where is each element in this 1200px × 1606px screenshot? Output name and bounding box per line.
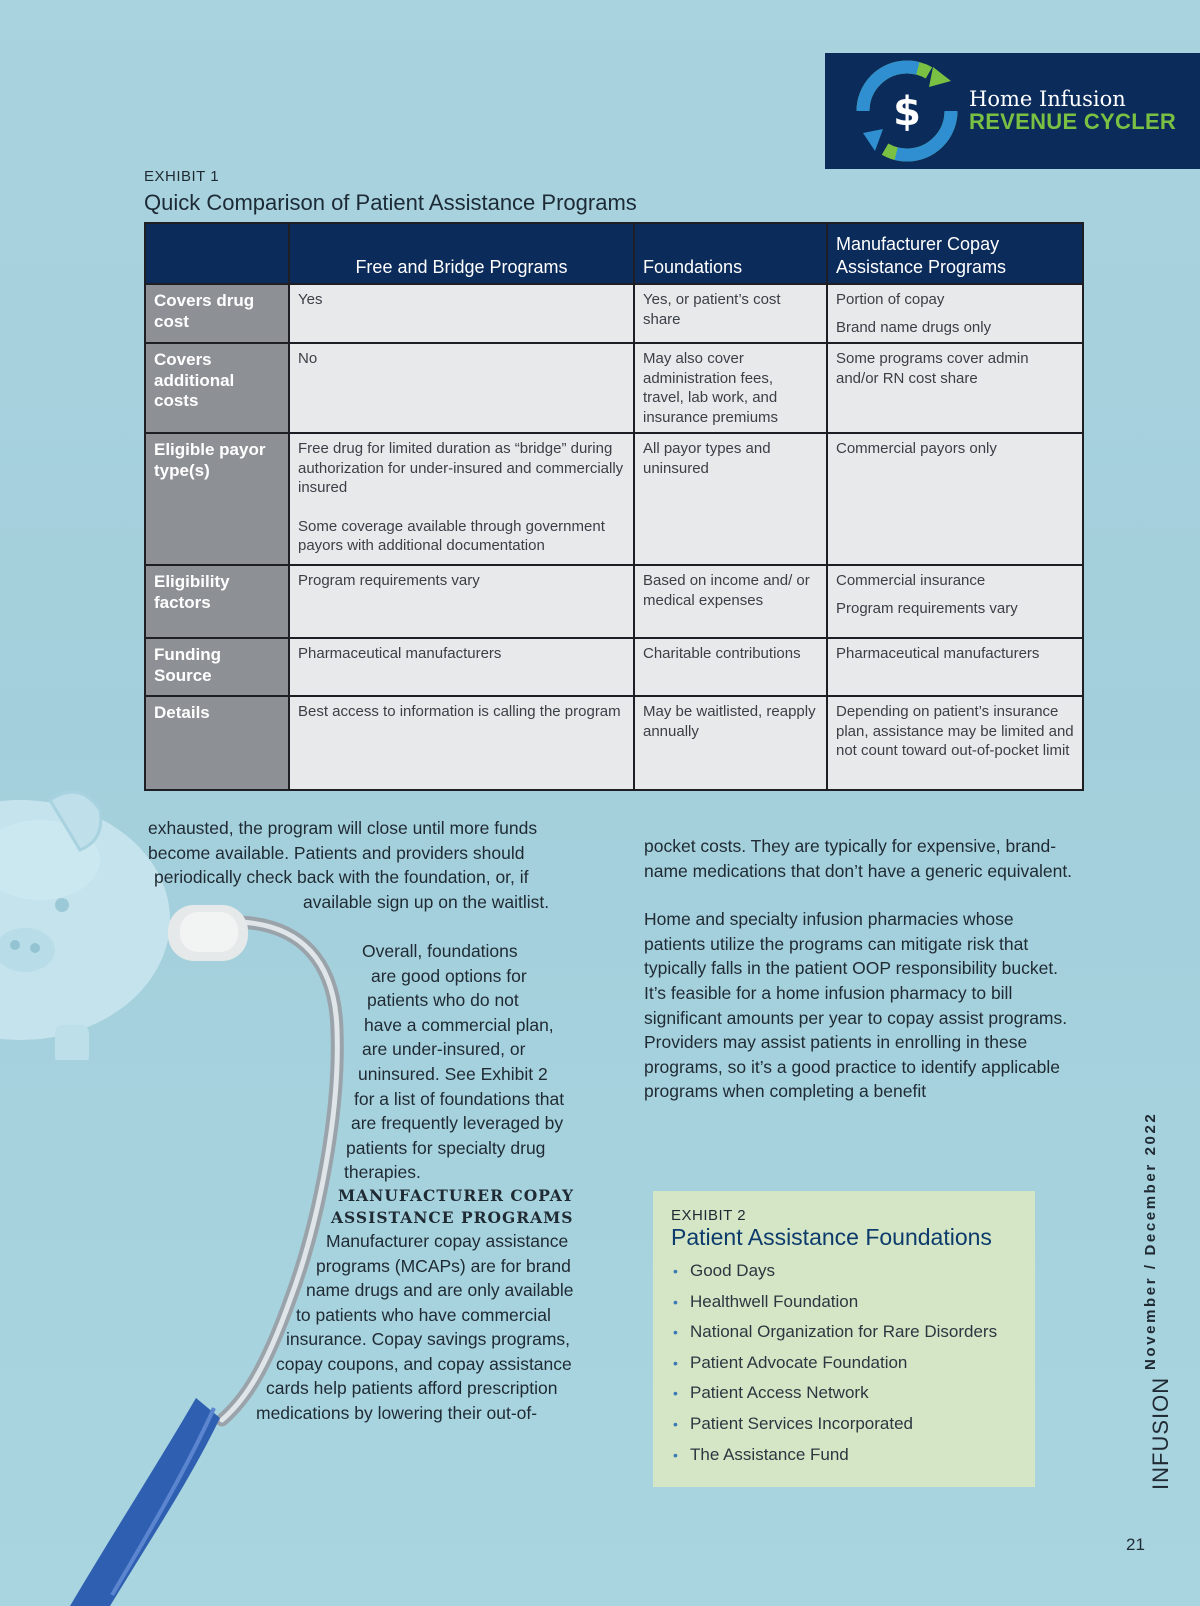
section-heading-line2: ASSISTANCE PROGRAMS	[331, 1207, 574, 1227]
table-row	[145, 696, 1083, 790]
left-column-text	[148, 816, 588, 1426]
table-row	[145, 433, 1083, 565]
list-item: • National Organization for Rare Disorders	[671, 1317, 997, 1348]
column-header-manufacturer: Manufacturer Copay Assistance Programs	[827, 223, 1083, 284]
right-column-text	[644, 834, 1074, 1128]
text-line: cards help patients afford prescription	[266, 1378, 558, 1399]
list-item: • Patient Advocate Foundation	[671, 1348, 997, 1379]
text-line: copay coupons, and copay assistance	[276, 1353, 572, 1374]
bullet-icon: •	[673, 1293, 678, 1310]
text-line: become available. Patients and providers should	[148, 842, 525, 863]
revenue-cycler-logo	[825, 53, 1200, 169]
row-header: Eligibility factors	[145, 565, 289, 638]
table-row	[145, 638, 1083, 696]
text-line: patients who do not	[367, 990, 519, 1011]
bullet-icon: •	[673, 1263, 678, 1279]
table-cell: Yes, or patient’s cost share	[634, 284, 827, 343]
comparison-table	[144, 222, 1084, 791]
exhibit2-title: Patient Assistance Foundations	[671, 1224, 992, 1250]
page-number: 21	[1126, 1535, 1145, 1554]
table-cell: May also cover administration fees, travel, lab work, and insurance premiums	[634, 343, 827, 433]
paragraph: Home and specialty infusion pharmacies whose patients utilize the programs can mitigate risk that typically falls in the patient OOP responsibility bucket. It’s feasible for a home infusion pharmacy to bill significant amounts per year to copay assist programs. Providers may assist patients in enrolling in these programs, so it’s a good practice to identify applicable programs when completing a benefit	[644, 909, 1068, 1102]
row-header: Covers drug cost	[145, 284, 289, 343]
column-header-free-bridge: Free and Bridge Programs	[289, 223, 634, 284]
text-line: medications by lowering their out-of-	[256, 1403, 538, 1424]
list-item: • The Assistance Fund	[671, 1440, 997, 1471]
text-line: exhausted, the program will close until more funds	[148, 818, 538, 838]
text-line: therapies.	[344, 1162, 421, 1183]
table-cell: Best access to information is calling the program	[289, 696, 634, 790]
text-line: available sign up on the waitlist.	[303, 891, 550, 912]
table-cell: May be waitlisted, reapply annually	[634, 696, 827, 790]
section-heading-line1: MANUFACTURER COPAY	[338, 1185, 575, 1205]
bullet-icon: •	[673, 1354, 678, 1371]
text-line: periodically check back with the foundation, or, if	[154, 867, 529, 888]
bullet-icon: •	[673, 1324, 678, 1341]
text-line: Manufacturer copay assistance	[326, 1230, 569, 1251]
table-row	[145, 343, 1083, 433]
issue-date: November / December 2022	[1142, 1111, 1159, 1370]
column-header-foundations: Foundations	[634, 223, 827, 284]
column-header-blank	[145, 223, 289, 284]
bullet-icon: •	[673, 1446, 678, 1463]
dollar-cycle-icon	[855, 59, 959, 163]
text-line: insurance. Copay savings programs,	[286, 1329, 571, 1350]
exhibit1-label: EXHIBIT 1	[144, 168, 220, 185]
text-line: programs (MCAPs) are for brand	[316, 1255, 571, 1276]
text-line: have a commercial plan,	[364, 1014, 554, 1035]
table-cell: Commercial insurance Program requirements vary	[827, 565, 1083, 638]
table-cell: Charitable contributions	[634, 638, 827, 696]
table-cell: Based on income and/ or medical expenses	[634, 565, 827, 638]
text-line: for a list of foundations that	[354, 1088, 565, 1109]
exhibit2-box	[653, 1191, 1035, 1487]
logo-line1: Home Infusion	[969, 87, 1126, 112]
list-item: • Healthwell Foundation	[671, 1287, 997, 1318]
list-item: • Patient Services Incorporated	[671, 1409, 997, 1440]
text-line: Overall, foundations	[362, 940, 518, 961]
text-line: are frequently leveraged by	[351, 1113, 564, 1134]
magazine-brand: INFUSION	[1148, 1376, 1173, 1490]
paragraph: pocket costs. They are typically for expensive, brand-name medications that don’t have a generic equivalent.	[644, 836, 1073, 881]
table-cell: All payor types and uninsured	[634, 433, 827, 565]
table-cell: Depending on patient’s insurance plan, assistance may be limited and not count toward out-of-pocket limit	[827, 696, 1083, 790]
list-item: • Good Days	[671, 1256, 997, 1287]
row-header: Funding Source	[145, 638, 289, 696]
text-line: uninsured. See Exhibit 2	[358, 1063, 548, 1084]
table-row	[145, 565, 1083, 638]
table-cell: Pharmaceutical manufacturers	[289, 638, 634, 696]
table-cell: Yes	[289, 284, 634, 343]
bullet-icon: •	[673, 1385, 678, 1402]
table-cell: Pharmaceutical manufacturers	[827, 638, 1083, 696]
table-cell: Free drug for limited duration as “bridge” during authorization for under-insured and commercially insured Some coverage available through government payors with additional documentation	[289, 433, 634, 565]
text-line: to patients who have commercial	[296, 1304, 551, 1325]
table-cell: No	[289, 343, 634, 433]
text-line: are good options for	[371, 965, 527, 986]
table-cell: Portion of copay Brand name drugs only	[827, 284, 1083, 343]
table-cell: Some programs cover admin and/or RN cost share	[827, 343, 1083, 433]
bullet-icon: •	[673, 1415, 678, 1432]
text-line: patients for specialty drug	[346, 1137, 546, 1158]
row-header: Eligible payor type(s)	[145, 433, 289, 565]
text-line	[148, 914, 588, 939]
table-cell: Commercial payors only	[827, 433, 1083, 565]
exhibit1-title: Quick Comparison of Patient Assistance Programs	[144, 190, 637, 215]
logo-line2: REVENUE CYCLER	[969, 109, 1177, 135]
row-header: Details	[145, 696, 289, 790]
list-item: • Patient Access Network	[671, 1378, 997, 1409]
table-header-row	[145, 223, 1083, 284]
svg-text:$: $	[893, 89, 921, 135]
table-row	[145, 284, 1083, 343]
text-line: name drugs and are only available	[306, 1280, 574, 1301]
text-line: are under-insured, or	[362, 1039, 526, 1060]
table-cell: Program requirements vary	[289, 565, 634, 638]
row-header: Covers additional costs	[145, 343, 289, 433]
foundations-list	[671, 1256, 997, 1470]
exhibit2-label: EXHIBIT 2	[671, 1207, 747, 1224]
